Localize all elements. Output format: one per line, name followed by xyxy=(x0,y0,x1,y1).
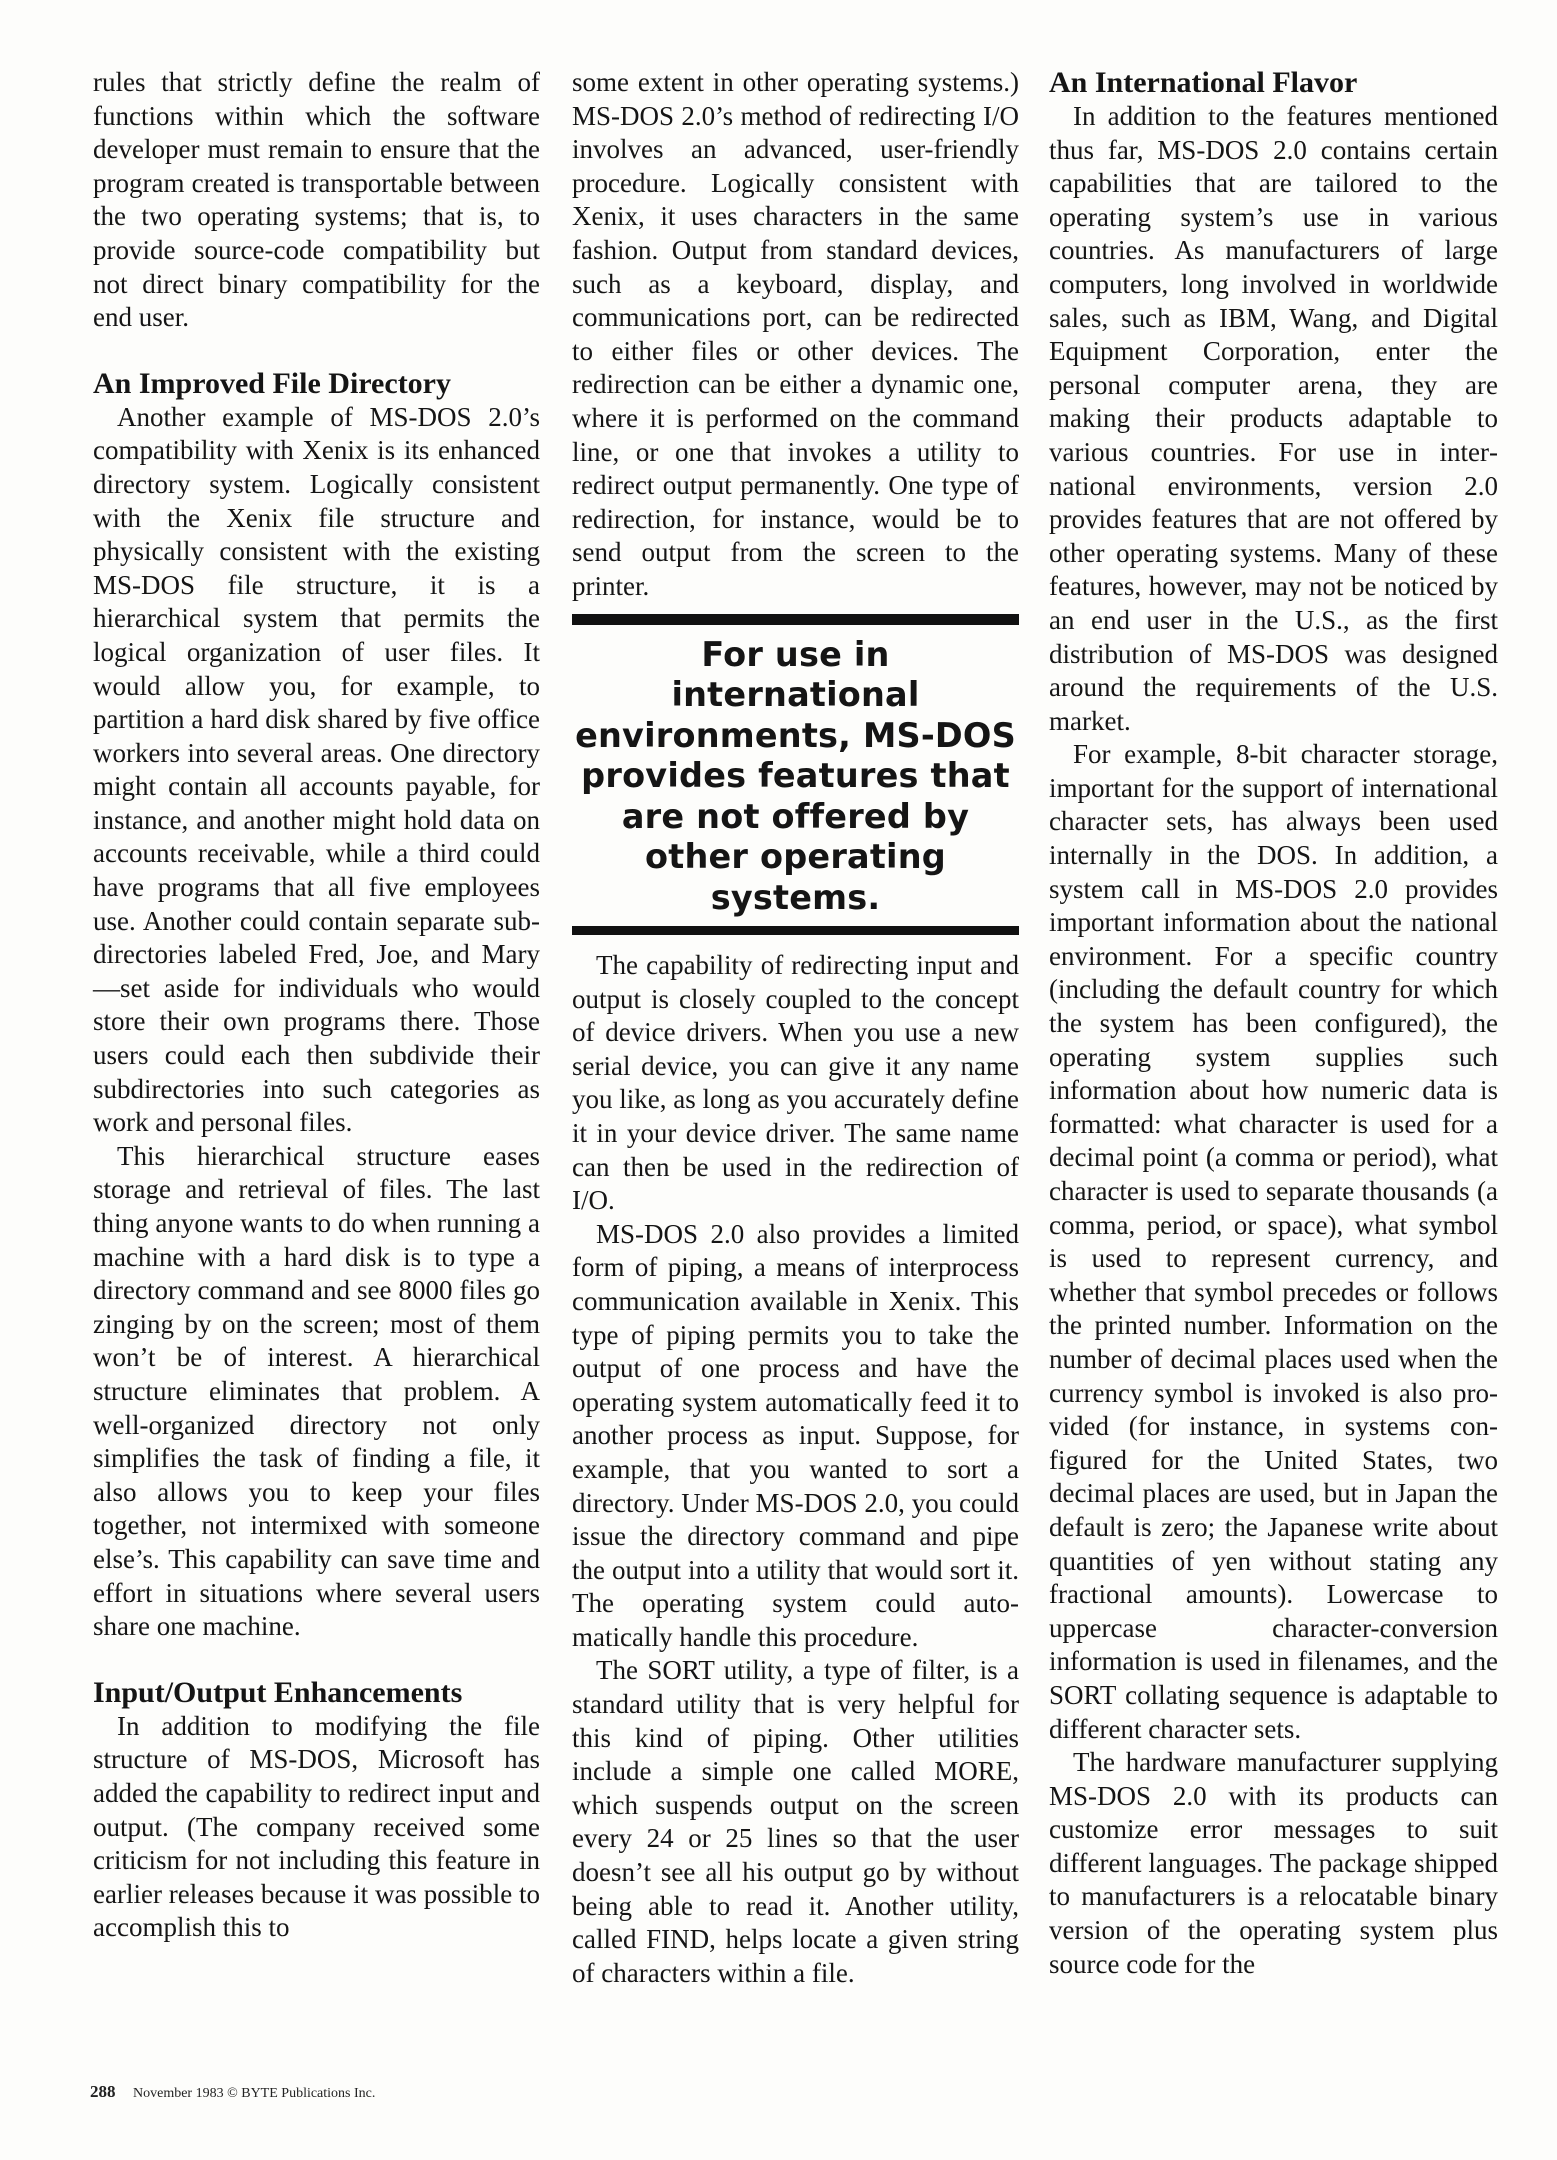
paragraph-international-1: In addition to the features mentioned thus far, MS-DOS 2.0 contains certain capabilities that are tailored to the operating system’s use in various countries. As manufacturers of large computers, long involved in worldwide sales, such as IBM, Wang, and Digital Equipment Corporation, enter the personal computer arena, they are making their products adaptable to various countries. For use in international environments, version 2.0 provides features that are not offered by other operating systems. Many of these features, however, may not be noticed by an end user in the U.S., as the first distribution of MS-DOS was designed around the requirements of the U.S. market. xyxy=(1049,101,1498,736)
paragraph-redirection: some extent in other operating systems.) MS-DOS 2.0’s method of redirecting I/O involves an advanced, user-friendly procedure. Logically consistent with Xenix, it uses characters in the same fashion. Output from standard devices, such as a keyboard, display, and communications port, can be redirected to either files or other devices. The redirection can be either a dynamic one, where it is performed on the command line, or one that invokes a utility to redirect output permanently. One type of redirection, for instance, would be to send output from the screen to the printer. xyxy=(572,67,1019,601)
paragraph-file-directory-1: Another example of MS-DOS 2.0’s compatibility with Xenix is its enhanced directory system. Logically consistent with the Xenix file structure and physically consistent with the existing MS-DOS file structure, it is a hierarchical system that permits the logical organization of user files. It would allow you, for example, to partition a hard disk shared by five office workers into several areas. One directory might contain all accounts payable, for instance, and another might hold data on accounts receivable, while a third could have programs that all five employees use. Another could contain separate subdirectories labeled Fred, Joe, and Mary—set aside for individuals who would store their own programs there. Those users could each then subdivide their subdirectories into such categories as work and personal files. xyxy=(93,401,540,1138)
paragraph-intro: rules that strictly define the realm of functions within which the software developer must remain to ensure that the program created is transportable between the two operating systems; that is, to provide source-code compatibility but not direct binary compatibility for the end user. xyxy=(93,67,540,333)
page-footer xyxy=(90,2082,375,2102)
pull-quote: For use in international environments, MS-DOS provides features that are not offered by other operating systems. xyxy=(572,614,1019,936)
column-3 xyxy=(1049,66,1498,1981)
paragraph-file-directory-2: This hierarchical structure eases storage and retrieval of files. The last thing anyone wants to do when running a machine with a hard disk is to type a directory command and see 8000 files go zinging by on the screen; most of them won’t be of interest. A hierarchical structure eliminates that problem. A well-organized directory not only simplifies the task of finding a file, it also allows you to keep your files together, not intermixed with someone else’s. This capability can save time and effort in situations where several users share one machine. xyxy=(93,1140,540,1642)
page-number: 288 xyxy=(90,2082,116,2101)
paragraph-device-drivers: The capability of redirecting input and output is closely coupled to the concept of device drivers. When you use a new serial device, you can give it any name you like, as long as you accurately define it in your device driver. The same name can then be used in the redirection of I/O. xyxy=(572,950,1019,1216)
paragraph-international-2: For example, 8-bit character storage, important for the support of international character sets, has always been used internally in the DOS. In addition, a system call in MS-DOS 2.0 provides important information about the national environment. For a specific country (including the default country for which the system has been configured), the operating system supplies such information about how numeric data is formatted: what character is used for a decimal point (a comma or period), what character is used to separate thousands (a comma, period, or space), what symbol is used to represent currency, and whether that symbol precedes or follows the printed number. Information on the number of decimal places used when the currency symbol is invoked is also provided (for instance, in systems configured for the United States, two decimal places are used, but in Japan the default is zero; the Japanese write about quantities of yen without stating any fractional amounts). Lowercase to uppercase character-conversion information is used in filenames, and the SORT collating sequence is adaptable to different character sets. xyxy=(1049,739,1498,1744)
heading-improved-file-directory: An Improved File Directory xyxy=(93,366,451,400)
heading-input-output: Input/Output Enhancements xyxy=(93,1675,463,1709)
paragraph-international-3: The hardware manufacturer supplying MS-DOS 2.0 with its products can customize error messages to suit different languages. The package shipped to manufacturers is a relocatable binary version of the operating system plus source code for the xyxy=(1049,1747,1498,1979)
footer-credit: November 1983 © BYTE Publications Inc. xyxy=(133,2086,376,2101)
paragraph-piping: MS-DOS 2.0 also provides a limited form of piping, a means of interprocess communication available in Xenix. This type of piping permits you to take the output of one process and have the operating system automatically feed it to another process as input. Suppose, for example, that you wanted to sort a directory. Under MS-DOS 2.0, you could issue the directory command and pipe the output into a utility that would sort it. The operating system could automatically handle this procedure. xyxy=(572,1218,1019,1652)
column-1 xyxy=(93,66,540,1945)
paragraph-sort-utility: The SORT utility, a type of filter, is a standard utility that is very helpful for this kind of piping. Other utilities include a simple one called MORE, which suspends output on the screen every 24 or 25 lines so that the user doesn’t see all his output go by without being able to read it. Another utility, called FIND, helps locate a given string of characters within a file. xyxy=(572,1655,1019,1988)
heading-international-flavor: An International Flavor xyxy=(1049,66,1358,99)
column-2 xyxy=(572,66,1019,1990)
paragraph-input-output-1: In addition to modifying the file structure of MS-DOS, Microsoft has added the capability to redirect input and output. (The company received some criticism for not including this feature in earlier releases because it was possible to accomplish this to xyxy=(93,1710,540,1943)
